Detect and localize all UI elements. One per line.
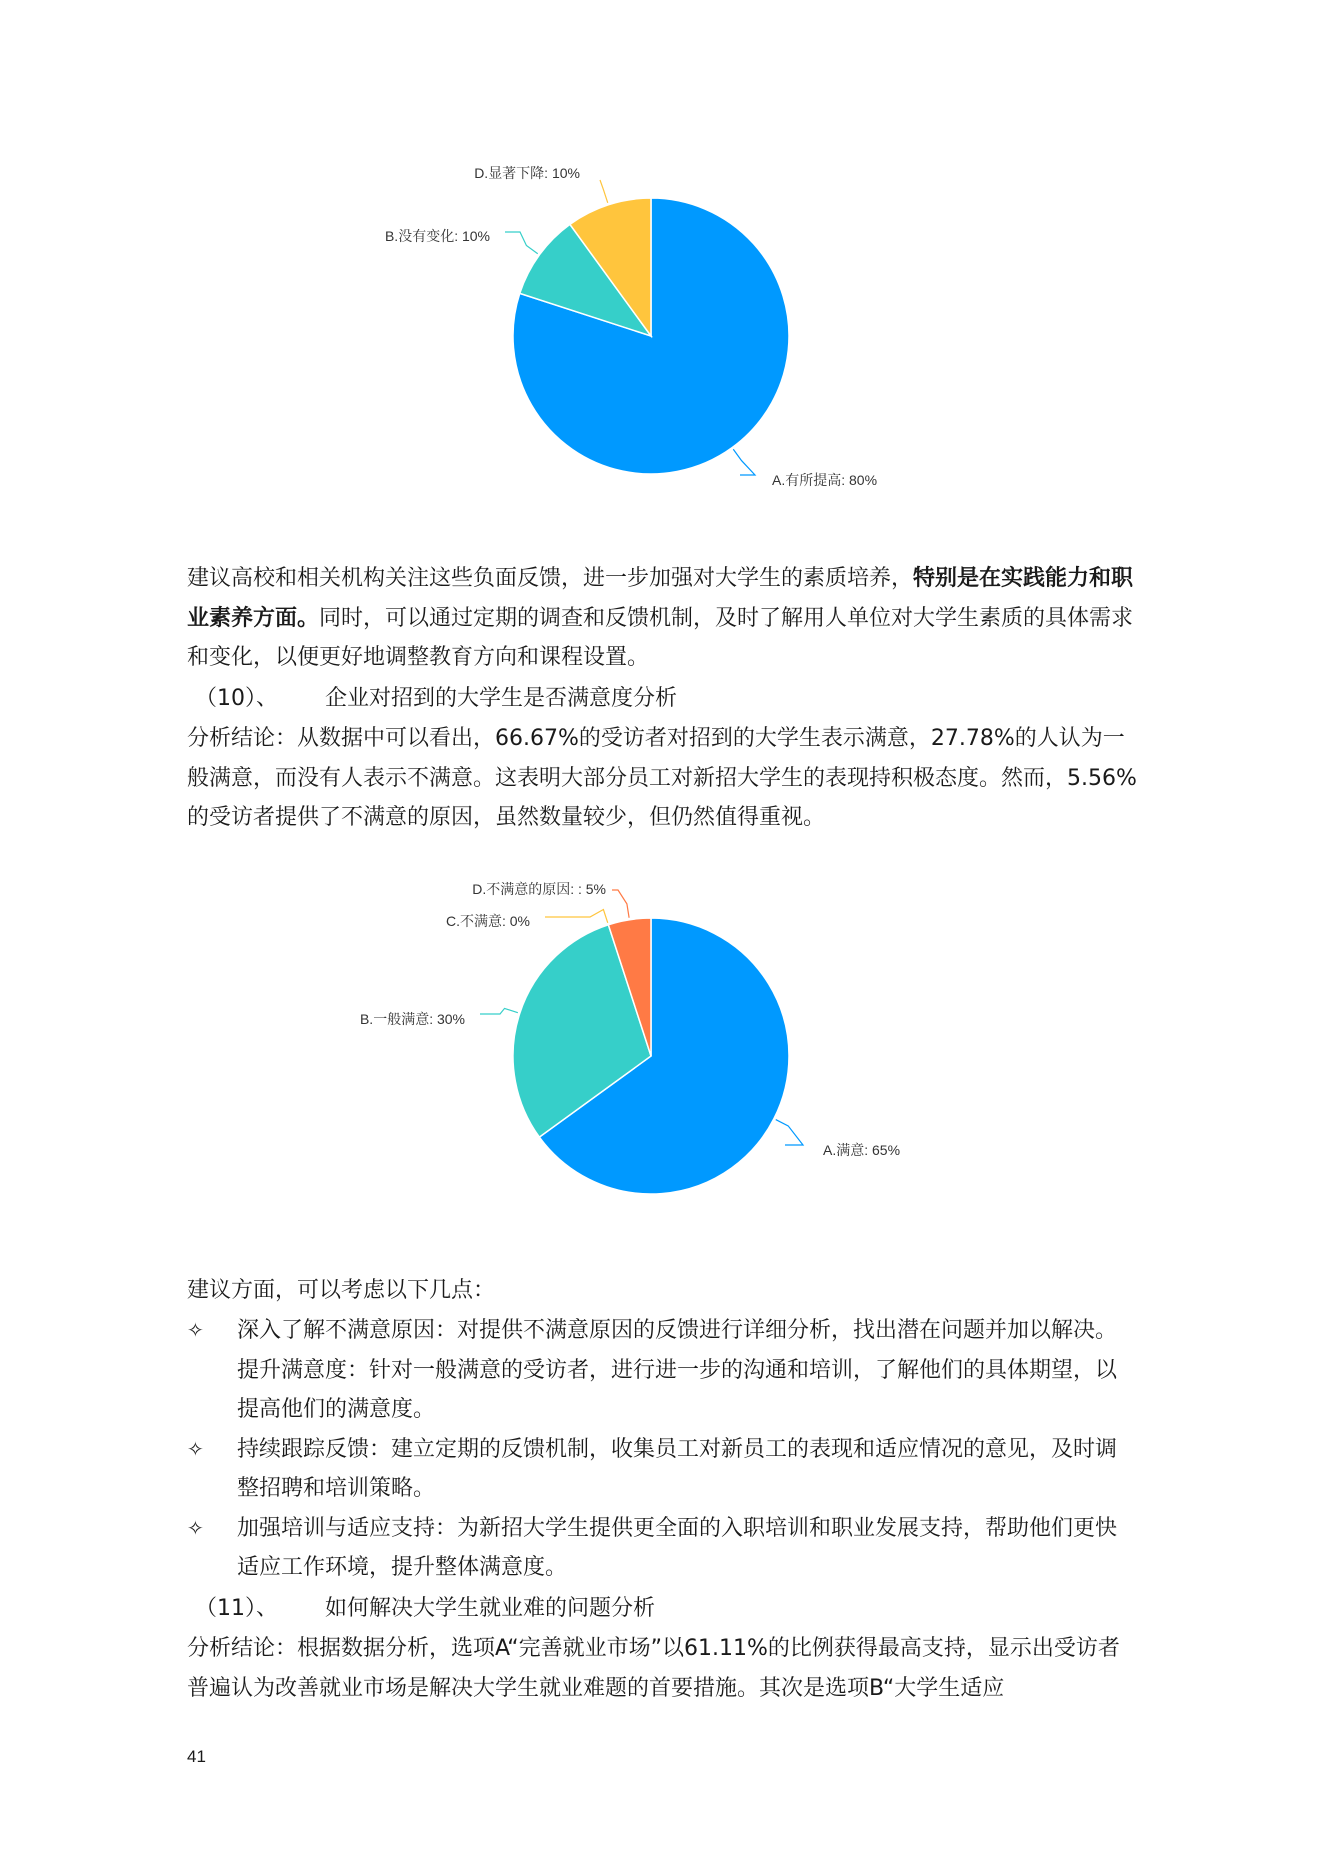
para1-text: 建议高校和相关机构关注这些负面反馈，进一步加强对大学生的素质培养，	[187, 566, 914, 591]
leader-line	[480, 1008, 518, 1014]
list-item-text: 加强培训与适应支持：为新招大学生提供更全面的入职培训和职业发展支持，帮助他们更快适应工作环境，提升整体满意度。	[237, 1515, 1118, 1580]
suggestion-intro: 建议方面，可以考虑以下几点：	[187, 1278, 496, 1303]
list-item	[187, 1430, 1137, 1509]
sparkle-bullet-icon: ✧	[187, 1515, 204, 1540]
pie-chart-satisfaction	[0, 870, 1323, 1230]
analysis-paragraph-10: 分析结论：从数据中可以看出，66.67%的受访者对招到的大学生表示满意，27.78%的人认为一般满意，而没有人表示不满意。这表明大部分员工对新招大学生的表现持积极态度。然而，5.56%的受访者提供了不满意的原因，虽然数量较少，但仍然值得重视。	[187, 726, 1137, 830]
slice-label: A.有所提高: 80%	[772, 472, 878, 488]
slice-label: A.满意: 65%	[823, 1142, 901, 1158]
leader-line	[545, 910, 608, 923]
leader-line	[612, 890, 629, 918]
leader-line	[733, 449, 755, 475]
slice-label: B.没有变化: 10%	[384, 228, 490, 244]
slice-label: C.不满意: 0%	[445, 913, 530, 929]
leader-line	[600, 180, 608, 203]
pie-chart-ability-change	[0, 150, 1323, 510]
section-heading-11	[195, 1589, 655, 1628]
heading-title: 企业对招到的大学生是否满意度分析	[325, 686, 678, 711]
slice-label: D.显著下降: 10%	[474, 165, 580, 181]
list-item	[187, 1311, 1137, 1430]
heading-title: 如何解决大学生就业难的问题分析	[325, 1596, 656, 1621]
list-item-text: 深入了解不满意原因：对提供不满意原因的反馈进行详细分析，找出潜在问题并加以解决。提升满意度：针对一般满意的受访者，进行进一步的沟通和培训，了解他们的具体期望，以提高他们的满意度。	[237, 1318, 1118, 1422]
pie-chart-2-svg	[0, 870, 1323, 1230]
sparkle-bullet-icon: ✧	[187, 1436, 204, 1461]
slice-label: B.一般满意: 30%	[359, 1011, 465, 1027]
heading-number: （11）、	[195, 1596, 278, 1621]
suggestion-paragraph	[187, 559, 1137, 678]
heading-number: （10）、	[195, 686, 278, 711]
suggestion-list	[187, 1311, 1137, 1588]
page-number: 41	[187, 1747, 206, 1766]
analysis-paragraph-11: 分析结论：根据数据分析，选项A“完善就业市场”以61.11%的比例获得最高支持，显示出受访者普遍认为改善就业市场是解决大学生就业难题的首要措施。其次是选项B“大学生适应	[187, 1636, 1120, 1701]
leader-line	[776, 1120, 803, 1145]
list-item	[187, 1509, 1137, 1588]
leader-line	[505, 232, 538, 254]
pie-chart-1-svg	[0, 150, 1323, 510]
para1-bold-text: 特别是在实践能力和职业素养方面。	[187, 566, 1134, 631]
list-item-text: 持续跟踪反馈：建立定期的反馈机制，收集员工对新员工的表现和适应情况的意见，及时调整招聘和培训策略。	[237, 1436, 1118, 1501]
para1-text-end: 同时，可以通过定期的调查和反馈机制，及时了解用人单位对大学生素质的具体需求和变化，以便更好地调整教育方向和课程设置。	[187, 605, 1134, 670]
slice-label: D.不满意的原因: : 5%	[472, 881, 606, 897]
sparkle-bullet-icon: ✧	[187, 1318, 204, 1342]
section-heading-10	[195, 679, 677, 718]
